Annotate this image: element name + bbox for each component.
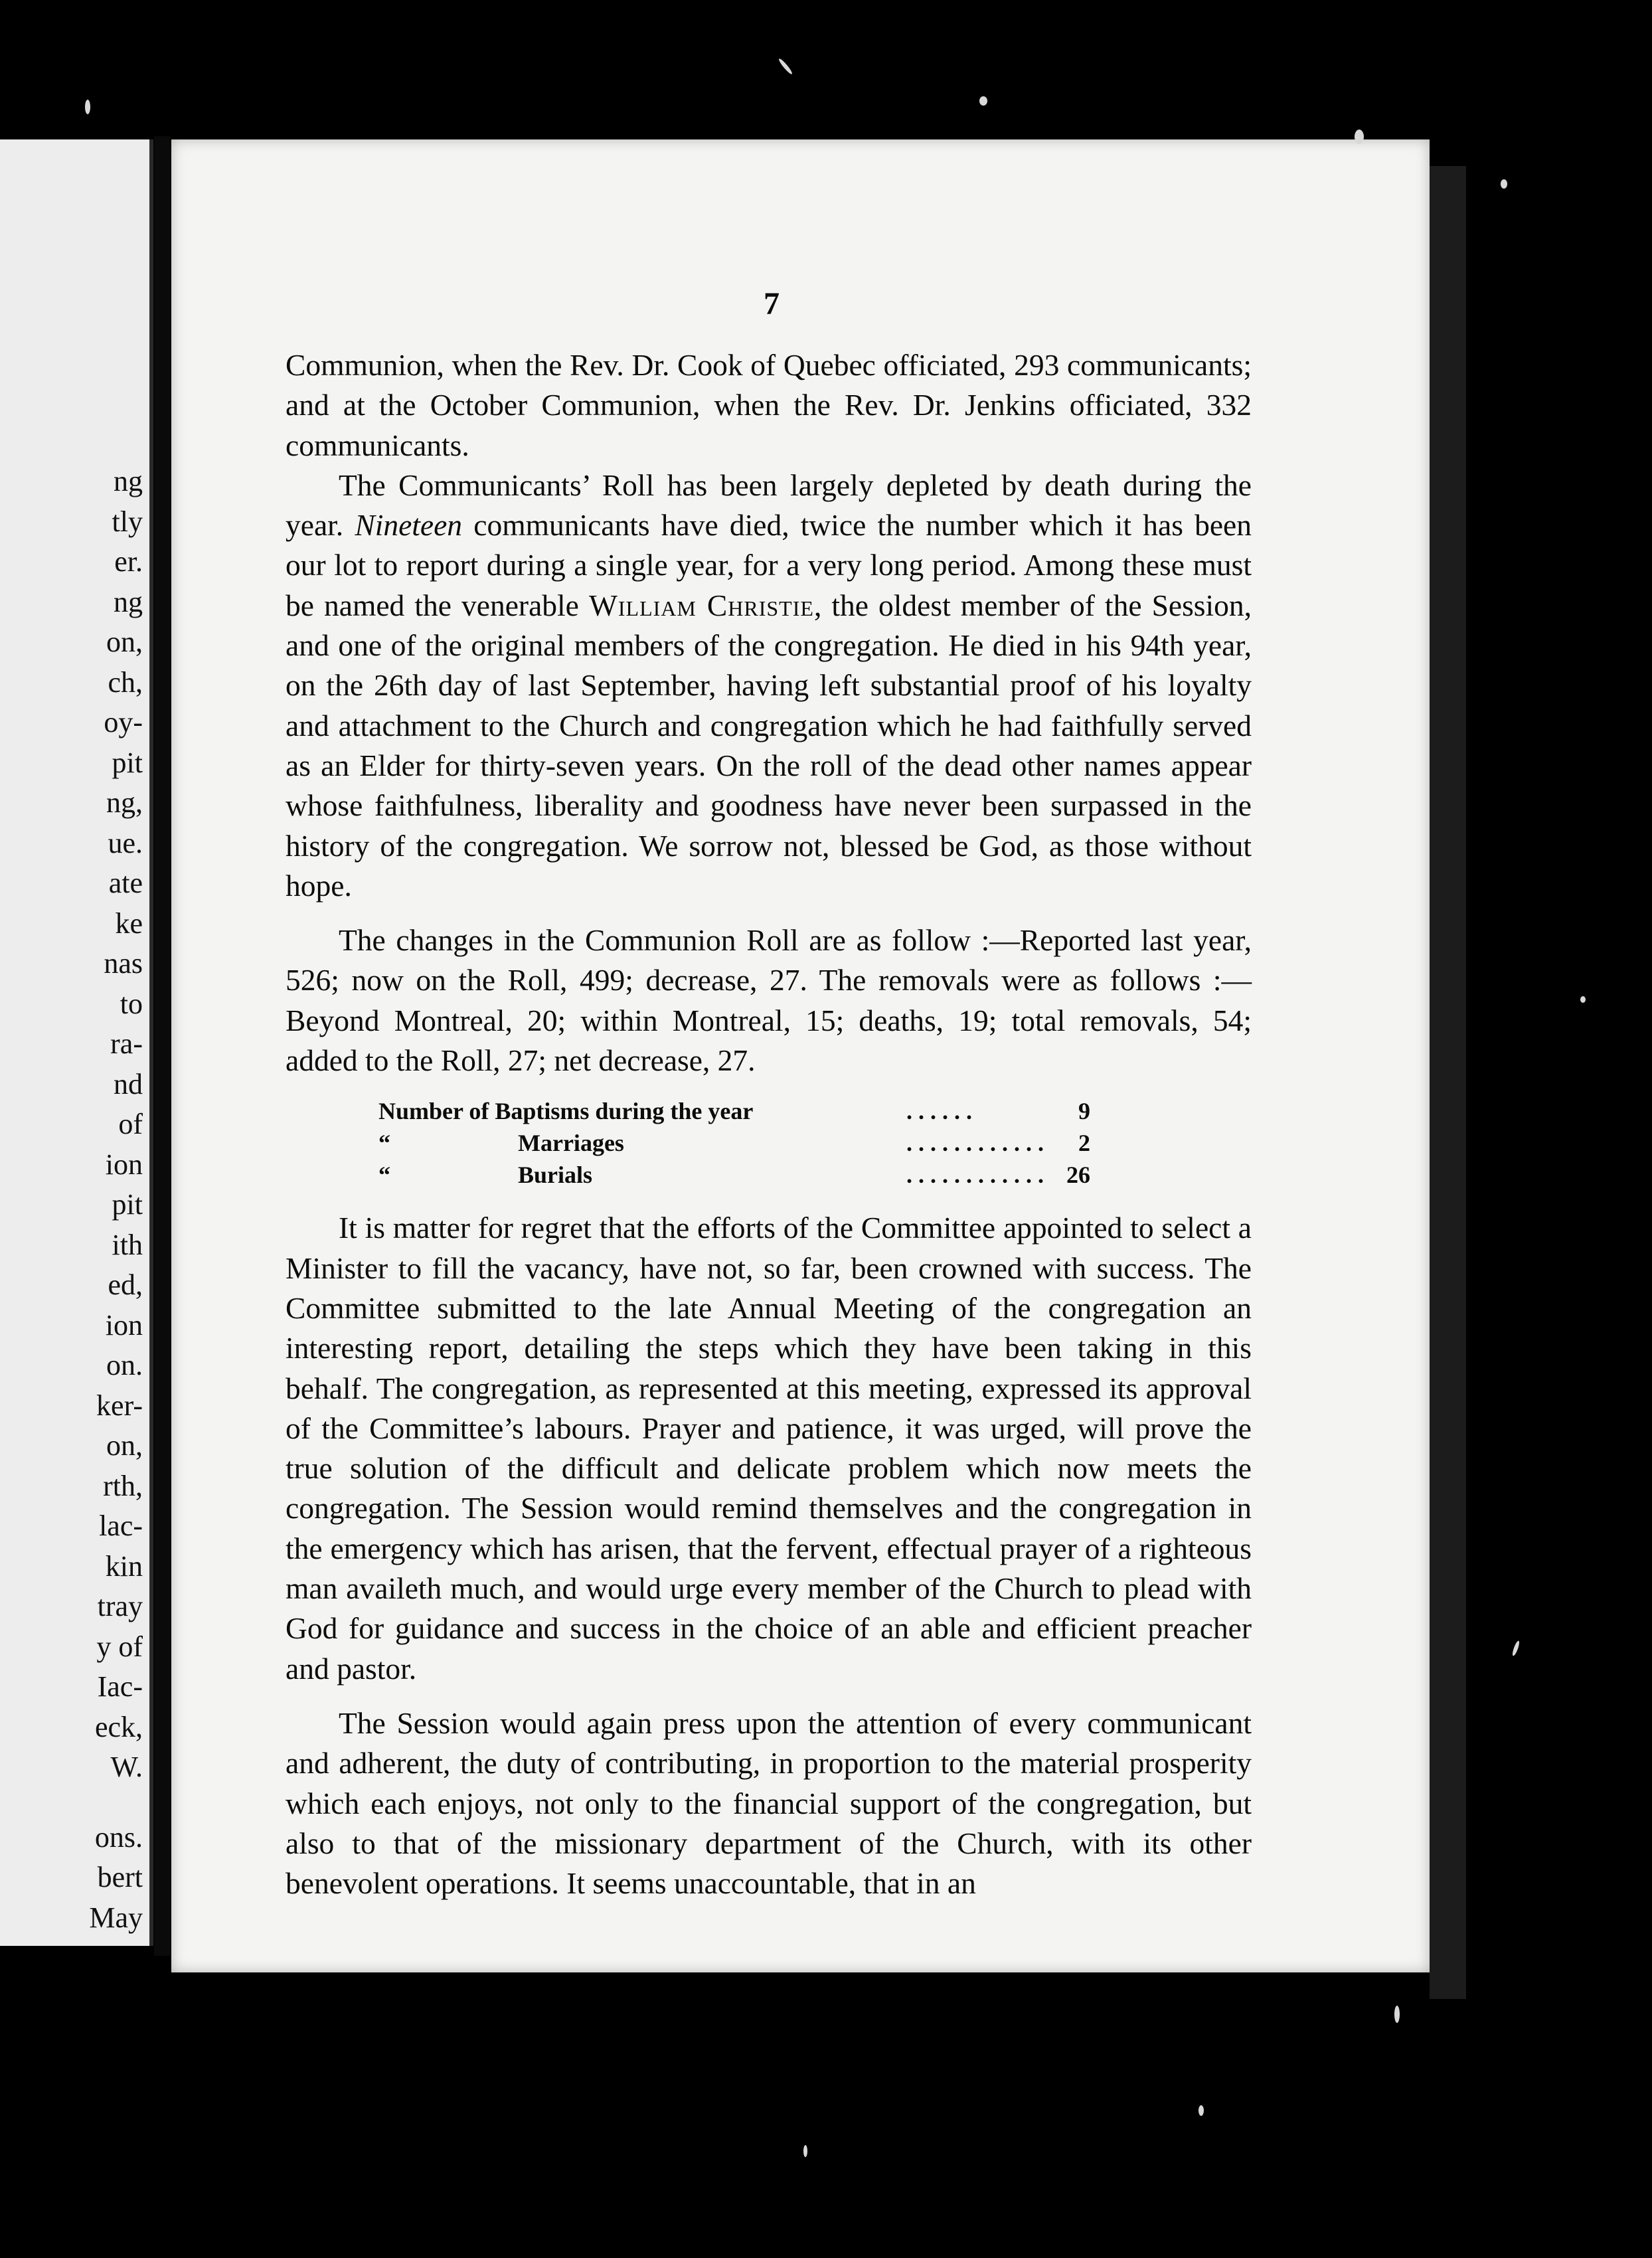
fragment-line: ate (108, 867, 143, 899)
paragraph-text-segment: communicants have died, twice the number which it has been our lot to report during a single year, for a very long period. Among these must be named the venerable (286, 508, 1252, 622)
stats-item: Burials (518, 1162, 593, 1189)
fragment-line: ch, (108, 665, 143, 699)
fragment-line: ue. (108, 826, 143, 859)
stats-row-burials (378, 1159, 1090, 1191)
fragment-line: of (118, 1108, 143, 1140)
scan-speck (1355, 130, 1364, 144)
scan-speck (1394, 2006, 1400, 2023)
stats-value: 2 (1078, 1130, 1090, 1157)
fragment-line: ion (105, 1148, 143, 1181)
fragment-line: y of (96, 1630, 143, 1663)
stats-lead: “ (378, 1162, 390, 1189)
fragment-line: nd (114, 1067, 143, 1100)
fragment-line: ker- (96, 1389, 143, 1422)
stats-item: Baptisms during the year (495, 1098, 754, 1125)
fragment-line: on, (106, 1429, 143, 1462)
fragment-line: oy- (104, 706, 143, 738)
fragment-gap (3, 1788, 143, 1818)
paragraph-text-segment: The Communicants’ Roll has been largely depleted by death during the year. (286, 468, 1252, 543)
fragment-line: ith (112, 1228, 143, 1261)
fragment-line: eck, (94, 1710, 143, 1743)
emphasis-nineteen: Nineteen (355, 508, 463, 543)
fragment-line: pit (112, 1188, 143, 1221)
fragment-line: May (89, 1901, 143, 1934)
stats-dots: . . . . . . . . . . . . (906, 1130, 1044, 1157)
fragment-line: ng (114, 465, 143, 497)
stats-value: 26 (1066, 1162, 1090, 1189)
fragment-line: ke (115, 907, 143, 940)
stats-row-marriages (378, 1127, 1090, 1159)
stats-item: Marriages (518, 1130, 624, 1157)
paragraph-communion-continuation: Communion, when the Rev. Dr. Cook of Quebec officiated, 293 communicants; and at the October Communion, when the Rev. Dr. Jenkins officiated, 332 communicants. (286, 348, 1252, 462)
stats-row-baptisms (378, 1095, 1090, 1127)
paragraph-contributions: The Session would again press upon the attention of every communicant and adherent, the duty of contributing, in proportion to the material prosperity which each enjoys, not only to the financial support of the congregation, but also to that of the missionary department of the Church, with its other benevolent operations. It seems unaccountable, that in an (286, 1705, 1252, 1901)
stats-dots: . . . . . . (906, 1098, 972, 1125)
name-william-christie: William Christie (588, 588, 814, 622)
fragment-line: tray (97, 1590, 143, 1622)
fragment-line: er. (114, 545, 143, 578)
statistics-table (378, 1095, 1090, 1191)
scan-speck (1501, 179, 1507, 189)
paragraph-text-segment: , the oldest member of the Session, and one of the original members of the congregation. He died in his 94th year, on the 26th day of last September, having left substantial proof of his loyalty and attachment to the Church and congregation which he had faithfully served as an Elder for thirty-seven years. On the roll of the dead other names appear whose faithfulness, liberality and goodness have never been surpassed in the history of the congregation. We sorrow not, blessed be God, as those without hope. (286, 588, 1252, 903)
left-page-text-fragments (3, 462, 143, 1938)
fragment-line: pit (112, 746, 143, 779)
fragment-line: ra- (110, 1027, 143, 1060)
fragment-line: bert (97, 1861, 143, 1893)
fragment-line: ng, (106, 786, 143, 819)
book-binding-edge (1430, 166, 1466, 1999)
fragment-line: to (120, 987, 143, 1020)
page-body-text (286, 345, 1252, 1903)
stats-lead: Number of (378, 1098, 489, 1125)
fragment-line: on, (106, 626, 143, 658)
fragment-line: ion (105, 1308, 143, 1342)
fragment-line: on. (106, 1349, 143, 1381)
fragment-line: W. (110, 1751, 143, 1783)
fragment-line: Iac- (97, 1670, 143, 1703)
stats-value: 9 (1078, 1098, 1090, 1125)
stats-lead: “ (378, 1130, 390, 1157)
fragment-line: kin (105, 1549, 143, 1583)
fragment-line: ng (114, 585, 143, 618)
fragment-line: ed, (108, 1268, 143, 1301)
stats-dots: . . . . . . . . . . . . (906, 1162, 1044, 1189)
scan-speck (979, 96, 987, 106)
left-facing-page (0, 139, 153, 1946)
fragment-line: lac- (99, 1510, 143, 1542)
paragraph-minister-vacancy: It is matter for regret that the efforts of the Committee appointed to select a Minister to fill the vacancy, have not, so far, been crowned with success. The Committee submitted to the late Annual Meeting of the congregation an interesting report, detailing the steps which they have been taking in this behalf. The congregation, as represented at this meeting, expressed its approval of the Committee’s labours. Prayer and patience, it was urged, will prove the true solution of the difficult and delicate problem which now meets the congregation. The Session would remind themselves and the congregation in the emergency which has arisen, that the fervent, effectual prayer of a righteous man availeth much, and would urge every member of the Church to plead with God for guidance and success in the choice of an able and efficient preacher and pastor. (286, 1211, 1252, 1686)
scan-speck (1580, 996, 1586, 1003)
paragraph-communicants-roll (286, 466, 1252, 906)
scan-speck (803, 2145, 807, 2157)
fragment-line: ons. (94, 1820, 143, 1854)
scan-speck (1198, 2105, 1204, 2116)
scan-speck (85, 100, 90, 114)
page-number: 7 (764, 286, 780, 321)
book-gutter (154, 136, 171, 1956)
fragment-line: tly (112, 505, 143, 538)
stats-label (378, 1095, 906, 1127)
fragment-line: nas (104, 947, 143, 980)
paragraph-roll-changes: The changes in the Communion Roll are as follow :—Reported last year, 526; now on the Roll, 499; decrease, 27. The removals were as follows :—Beyond Montreal, 20; within Montreal, 15; deaths, 19; total removals, 54; added to the Roll, 27; net decrease, 27. (286, 923, 1252, 1078)
fragment-line: rth, (103, 1469, 143, 1502)
